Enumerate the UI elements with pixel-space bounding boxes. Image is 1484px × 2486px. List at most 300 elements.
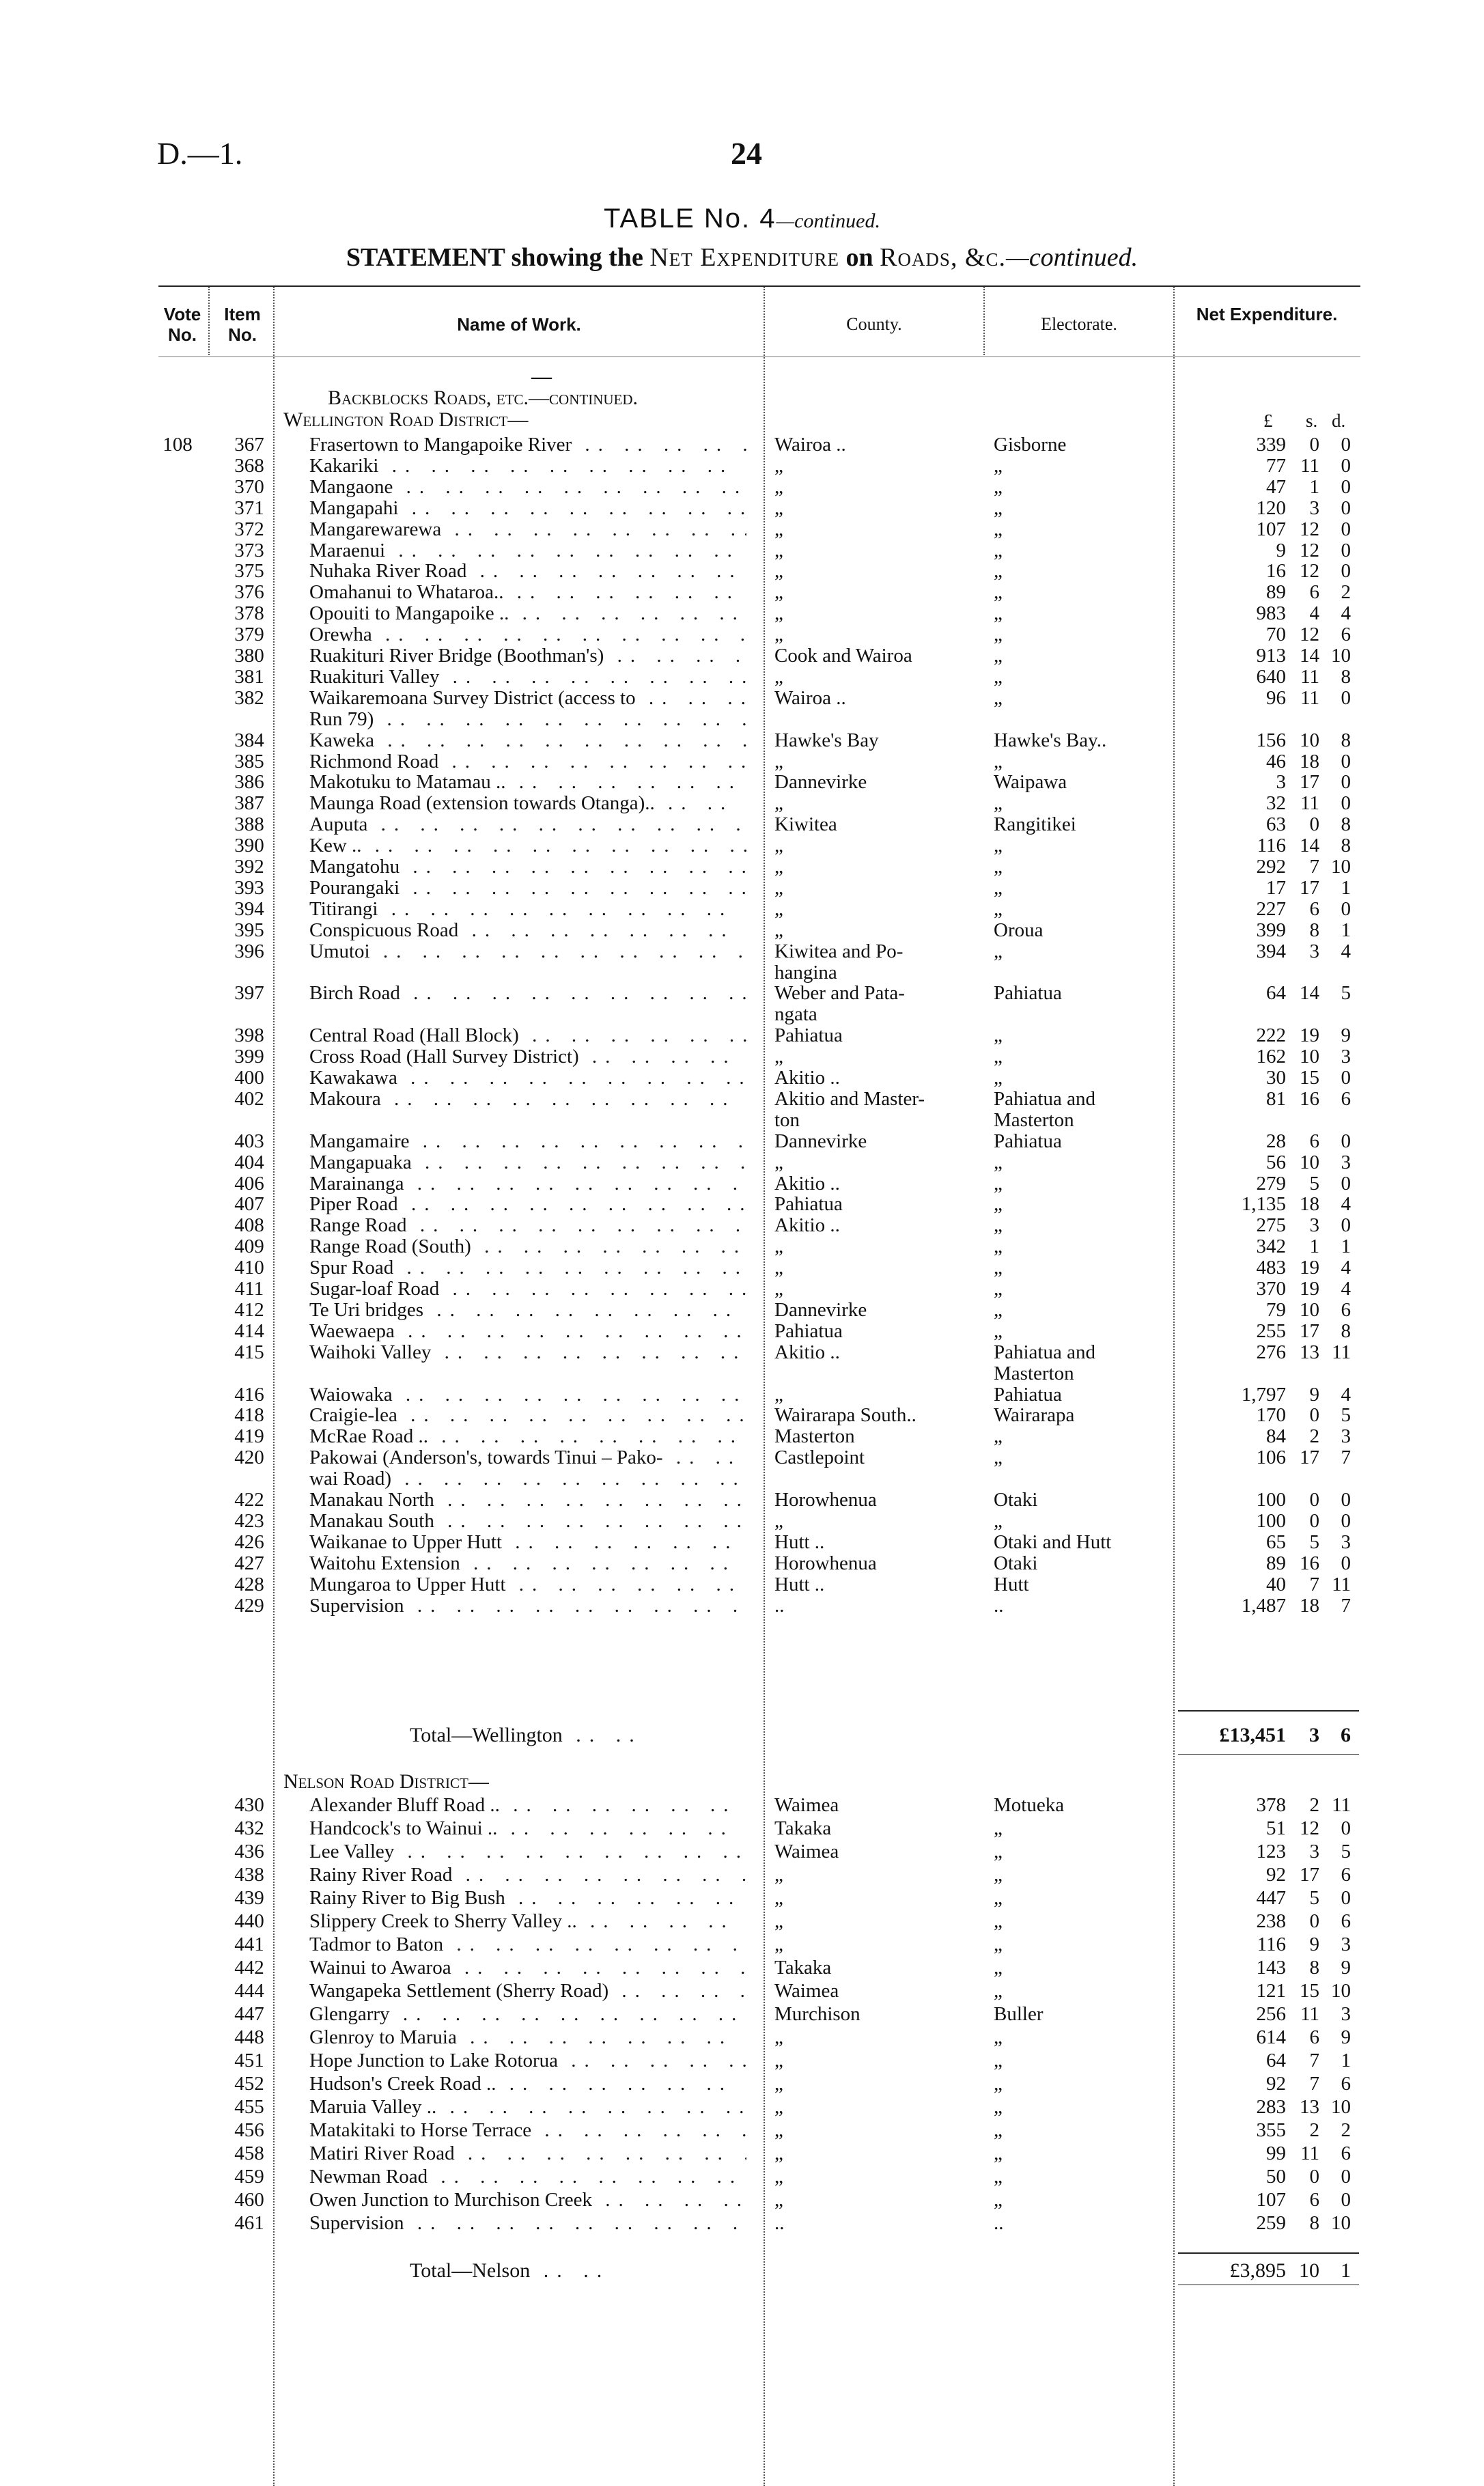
work-name: Kakariki .. ..: [309, 454, 746, 477]
shillings-cell: 7: [1309, 1573, 1319, 1595]
shillings-cell: 3: [1309, 497, 1319, 519]
pounds-cell: 16: [1266, 560, 1286, 583]
county-cell: „: [774, 560, 783, 583]
shillings-cell: 19: [1300, 1024, 1319, 1047]
shillings-cell: 0: [1309, 1910, 1319, 1932]
county-cell: „: [774, 1933, 783, 1955]
shillings-cell: 10: [1300, 1046, 1319, 1068]
table-row: [0, 2026, 1484, 2050]
wellington-total-underline: [1178, 1754, 1359, 1755]
pence-cell: 6: [1341, 624, 1351, 646]
pence-cell: 3: [1341, 1933, 1351, 1955]
pounds-cell: 1,487: [1241, 1594, 1286, 1617]
work-name: Rainy River to Big Bush .. ..: [309, 1886, 746, 1910]
work-name: Umutoi .. ..: [309, 940, 746, 963]
nelson-total-rule: [1178, 2252, 1359, 2254]
pence-cell: 8: [1341, 1319, 1351, 1342]
shillings-cell: 12: [1300, 518, 1319, 540]
page-number: 24: [731, 136, 762, 171]
pence-cell: 2: [1341, 2119, 1351, 2141]
county-cell: Pahiatua: [774, 1319, 843, 1342]
table-row: [0, 2165, 1484, 2190]
work-name: Wainui to Awaroa .. ..: [309, 1956, 746, 1979]
item-number: 423: [234, 1509, 264, 1532]
item-number: 432: [234, 1817, 264, 1839]
pence-cell: 0: [1341, 454, 1351, 477]
electorate-cell: „: [994, 1841, 1003, 1862]
work-name: Mungaroa to Upper Hutt .. ..: [309, 1573, 746, 1596]
total-nelson-row: [0, 2259, 1484, 2284]
item-number: 387: [234, 792, 264, 815]
pounds-cell: 30: [1266, 1067, 1286, 1089]
table-row: [0, 2049, 1484, 2073]
electorate-cell: „: [994, 750, 1003, 772]
pence-cell: 0: [1341, 518, 1351, 540]
item-number: 392: [234, 856, 264, 878]
pence-cell: 1: [1341, 919, 1351, 941]
county-cell: „: [774, 1046, 783, 1068]
electorate-cell: „: [994, 665, 1003, 688]
item-number: 396: [234, 940, 264, 962]
total-pounds: £3,895: [1229, 2259, 1286, 2282]
electorate-cell: „: [994, 645, 1003, 667]
pence-cell: 4: [1341, 1193, 1351, 1216]
work-name: Orewha .. ..: [309, 623, 746, 646]
county-cell: Wairarapa South..: [774, 1404, 916, 1427]
work-name: Piper Road .. ..: [309, 1192, 746, 1216]
shillings-cell: 18: [1300, 1193, 1319, 1216]
electorate-cell: „: [994, 1067, 1003, 1089]
shillings-cell: 8: [1309, 1957, 1319, 1979]
county-cell: Akitio ..: [774, 1067, 840, 1089]
pence-cell: 0: [1341, 497, 1351, 519]
work-name: Manakau South .. ..: [309, 1509, 746, 1533]
pence-cell: 0: [1341, 771, 1351, 794]
work-name: Birch Road .. ..: [309, 981, 746, 1005]
item-number: 428: [234, 1573, 264, 1595]
electorate-cell: „: [994, 897, 1003, 920]
pence-cell: 0: [1341, 2189, 1351, 2211]
table-row: [0, 1979, 1484, 2004]
total-pence: 6: [1341, 1724, 1351, 1746]
county-cell: „: [774, 1910, 783, 1932]
pounds-cell: 162: [1256, 1046, 1286, 1068]
pence-cell: 4: [1341, 940, 1351, 962]
shillings-cell: 5: [1309, 1172, 1319, 1195]
pence-cell: 0: [1341, 750, 1351, 772]
pence-cell: 8: [1341, 835, 1351, 857]
shillings-cell: 0: [1309, 2166, 1319, 2188]
pounds-cell: 47: [1266, 475, 1286, 498]
pounds-cell: 100: [1256, 1509, 1286, 1532]
item-number: 408: [234, 1214, 264, 1237]
pounds-cell: 355: [1256, 2119, 1286, 2141]
shillings-cell: 8: [1309, 919, 1319, 941]
county-cell: „: [774, 665, 783, 688]
shillings-cell: 15: [1300, 1980, 1319, 2002]
shillings-cell: 10: [1300, 1298, 1319, 1321]
item-number: 367: [234, 434, 264, 456]
item-number: 458: [234, 2142, 264, 2164]
pence-cell: 9: [1341, 1957, 1351, 1979]
county-cell: Horowhenua: [774, 1552, 877, 1574]
pounds-cell: 120: [1256, 497, 1286, 519]
column-header-county: County.: [846, 314, 902, 334]
item-number: 444: [234, 1980, 264, 2002]
work-name: Cross Road (Hall Survey District) .. ..: [309, 1045, 746, 1068]
electorate-cell: „: [994, 1214, 1003, 1237]
county-cell: Dannevirke: [774, 1130, 867, 1152]
section-backblocks: Backblocks Roads, etc.—continued.: [328, 387, 639, 409]
electorate-cell: „: [994, 602, 1003, 625]
work-name: Titirangi .. ..: [309, 897, 746, 921]
pence-cell: 0: [1341, 1067, 1351, 1089]
table-row: [0, 1817, 1484, 1841]
county-cell: Akitio ..: [774, 1341, 840, 1363]
work-name: Ruakituri Valley .. ..: [309, 665, 746, 688]
work-name: Waiowaka .. ..: [309, 1383, 746, 1406]
pounds-cell: 983: [1256, 602, 1286, 625]
electorate-cell: „: [994, 1235, 1003, 1258]
table-row: [0, 1840, 1484, 1864]
work-name: Manakau North .. ..: [309, 1488, 746, 1511]
county-cell: „: [774, 2142, 783, 2164]
pounds-cell: 107: [1256, 2189, 1286, 2211]
item-number: 398: [234, 1024, 264, 1047]
pence-cell: 0: [1341, 2166, 1351, 2188]
county-cell: „: [774, 2026, 783, 2048]
pounds-cell: 3: [1276, 771, 1286, 794]
county-cell: „: [774, 2189, 783, 2211]
pence-cell: 8: [1341, 729, 1351, 751]
electorate-cell: ..: [994, 1594, 1004, 1617]
county-cell: Hutt ..: [774, 1531, 825, 1553]
item-number: 447: [234, 2003, 264, 2025]
pounds-cell: 1,797: [1241, 1383, 1286, 1406]
item-number: 380: [234, 645, 264, 667]
column-header-electorate: Electorate.: [1041, 314, 1117, 334]
work-name: Glenroy to Maruia .. ..: [309, 2026, 746, 2049]
electorate-cell: „: [994, 1509, 1003, 1532]
item-number: 400: [234, 1067, 264, 1089]
electorate-cell: „: [994, 624, 1003, 646]
pounds-cell: 9: [1276, 539, 1286, 561]
shillings-cell: 17: [1300, 1319, 1319, 1342]
item-number: 373: [234, 539, 264, 561]
work-name: Pakowai (Anderson's, towards Tinui – Pako- .. ..: [309, 1446, 746, 1469]
work-name: Range Road .. ..: [309, 1214, 746, 1237]
pence-cell: 3: [1341, 1531, 1351, 1553]
county-cell: Kiwitea and Po-: [774, 940, 904, 962]
pence-cell: 0: [1341, 434, 1351, 456]
pounds-cell: 100: [1256, 1489, 1286, 1511]
item-number: 412: [234, 1298, 264, 1321]
electorate-cell: Waipawa: [994, 771, 1067, 794]
county-cell: „: [774, 1509, 783, 1532]
county-cell: „: [774, 792, 783, 815]
table-row: [0, 1956, 1484, 1981]
pounds-cell: 107: [1256, 518, 1286, 540]
work-name: Pourangaki .. ..: [309, 876, 746, 899]
money-head-shilling: s.: [1306, 410, 1318, 431]
pence-cell: 11: [1332, 1341, 1351, 1363]
county-cell: Waimea: [774, 1794, 839, 1816]
work-name: Ruakituri River Bridge (Boothman's) .. ..: [309, 644, 746, 667]
table-title-suffix: —continued.: [776, 210, 880, 232]
item-number: 390: [234, 835, 264, 857]
electorate-cell: „: [994, 2142, 1003, 2164]
pence-cell: 10: [1331, 1980, 1351, 2002]
pence-cell: 6: [1341, 1087, 1351, 1110]
pounds-cell: 238: [1256, 1910, 1286, 1932]
item-number: 382: [234, 686, 264, 709]
column-header-vote: Vote No.: [163, 304, 201, 345]
table-row: [0, 2002, 1484, 2027]
pounds-cell: 399: [1256, 919, 1286, 941]
table-row: [0, 2188, 1484, 2213]
item-number: 430: [234, 1794, 264, 1816]
county-cell: ngata: [774, 1003, 817, 1026]
column-header-item: Item No.: [224, 304, 261, 345]
shillings-cell: 8: [1309, 2212, 1319, 2234]
item-number: 381: [234, 665, 264, 688]
pounds-cell: 96: [1266, 686, 1286, 709]
pence-cell: 0: [1341, 539, 1351, 561]
electorate-cell: Wairarapa: [994, 1404, 1075, 1427]
total-pence: 1: [1341, 2259, 1351, 2282]
pence-cell: 6: [1341, 2073, 1351, 2095]
total-shillings: 3: [1309, 1724, 1319, 1746]
table-row: [0, 2211, 1484, 2236]
pounds-cell: 227: [1256, 897, 1286, 920]
pence-cell: 6: [1341, 1298, 1351, 1321]
shillings-cell: 3: [1309, 1214, 1319, 1237]
work-name: Newman Road .. ..: [309, 2165, 746, 2188]
pence-cell: 9: [1341, 2026, 1351, 2048]
electorate-cell: „: [994, 792, 1003, 815]
shillings-cell: 7: [1309, 2050, 1319, 2071]
shillings-cell: 13: [1300, 2096, 1319, 2118]
item-number: 395: [234, 919, 264, 941]
item-number: 429: [234, 1594, 264, 1617]
electorate-cell: „: [994, 2073, 1003, 2095]
pence-cell: 10: [1331, 856, 1351, 878]
work-name: Conspicuous Road .. ..: [309, 919, 746, 942]
item-number: 461: [234, 2212, 264, 2234]
item-number: 452: [234, 2073, 264, 2095]
pence-cell: 11: [1332, 1794, 1351, 1816]
work-name: Auputa .. ..: [309, 813, 746, 836]
pounds-cell: 92: [1266, 2073, 1286, 2095]
heading-dash: —: [531, 365, 552, 388]
statement-mid: on: [845, 243, 873, 272]
item-number: 397: [234, 982, 264, 1005]
county-cell: ton: [774, 1108, 800, 1131]
table-row: [0, 2095, 1484, 2120]
work-name: Glengarry .. ..: [309, 2002, 746, 2026]
pence-cell: 3: [1341, 1425, 1351, 1448]
shillings-cell: 2: [1309, 1425, 1319, 1448]
item-number: 441: [234, 1933, 264, 1955]
shillings-cell: 3: [1309, 940, 1319, 962]
electorate-cell: „: [994, 1319, 1003, 1342]
pence-cell: 4: [1341, 602, 1351, 625]
county-cell: Pahiatua: [774, 1193, 843, 1216]
statement-caps2: Roads, &c.: [880, 243, 1007, 272]
pence-cell: 3: [1341, 1151, 1351, 1173]
pounds-cell: 255: [1256, 1319, 1286, 1342]
county-cell: Hutt ..: [774, 1573, 825, 1595]
work-name: Mangaone .. ..: [309, 475, 746, 499]
pounds-cell: 279: [1256, 1172, 1286, 1195]
shillings-cell: 11: [1300, 665, 1319, 688]
work-name: Marainanga .. ..: [309, 1172, 746, 1195]
electorate-cell: „: [994, 1046, 1003, 1068]
statement-caps: Net Expenditure: [649, 243, 839, 272]
pence-cell: 6: [1341, 1910, 1351, 1932]
work-name: Owen Junction to Murchison Creek .. ..: [309, 2188, 746, 2211]
shillings-cell: 14: [1300, 645, 1319, 667]
electorate-cell: Masterton: [994, 1362, 1074, 1384]
pounds-cell: 81: [1266, 1087, 1286, 1110]
item-number: 448: [234, 2026, 264, 2048]
item-number: 459: [234, 2166, 264, 2188]
electorate-cell: „: [994, 1980, 1003, 2002]
electorate-cell: „: [994, 581, 1003, 604]
pence-cell: 10: [1331, 2096, 1351, 2118]
pence-cell: 0: [1341, 1130, 1351, 1152]
electorate-cell: „: [994, 1024, 1003, 1047]
electorate-cell: Pahiatua: [994, 1130, 1062, 1152]
county-cell: „: [774, 897, 783, 920]
pounds-cell: 275: [1256, 1214, 1286, 1237]
electorate-cell: Buller: [994, 2003, 1044, 2025]
work-name: Maraenui .. ..: [309, 539, 746, 562]
shillings-cell: 19: [1300, 1278, 1319, 1300]
statement-title: [0, 242, 1484, 273]
work-name: Kew .. .. ..: [309, 834, 746, 857]
item-number: 414: [234, 1319, 264, 1342]
pence-cell: 9: [1341, 1024, 1351, 1047]
pence-cell: 3: [1341, 1046, 1351, 1068]
item-number: 439: [234, 1887, 264, 1909]
pounds-cell: 170: [1256, 1404, 1286, 1427]
pence-cell: 6: [1341, 1864, 1351, 1886]
county-cell: „: [774, 624, 783, 646]
pounds-cell: 50: [1266, 2166, 1286, 2188]
county-cell: Castlepoint: [774, 1447, 865, 1469]
electorate-cell: „: [994, 475, 1003, 498]
shillings-cell: 2: [1309, 1794, 1319, 1816]
pence-cell: 1: [1341, 1235, 1351, 1258]
county-cell: „: [774, 497, 783, 519]
electorate-cell: „: [994, 2189, 1003, 2211]
work-name: Makotuku to Matamau .. .. ..: [309, 770, 746, 794]
shillings-cell: 16: [1300, 1552, 1319, 1574]
pounds-cell: 79: [1266, 1298, 1286, 1321]
pounds-cell: 394: [1256, 940, 1286, 962]
shillings-cell: 4: [1309, 602, 1319, 625]
electorate-cell: Otaki: [994, 1552, 1038, 1574]
pounds-cell: 70: [1266, 624, 1286, 646]
pounds-cell: 116: [1257, 835, 1286, 857]
shillings-cell: 6: [1309, 2026, 1319, 2048]
work-name: Mangapahi .. ..: [309, 497, 746, 520]
pence-cell: 4: [1341, 1278, 1351, 1300]
work-name: Rainy River Road .. ..: [309, 1863, 746, 1886]
table-row: [0, 1910, 1484, 1934]
pence-cell: 5: [1341, 1404, 1351, 1427]
county-cell: Dannevirke: [774, 1298, 867, 1321]
work-name: Mangamaire .. ..: [309, 1130, 746, 1153]
shillings-cell: 1: [1309, 1235, 1319, 1258]
pounds-cell: 342: [1256, 1235, 1286, 1258]
shillings-cell: 14: [1300, 982, 1319, 1005]
pounds-cell: 1,135: [1241, 1193, 1286, 1216]
column-divider-county: [983, 287, 985, 355]
electorate-cell: „: [994, 518, 1003, 540]
shillings-cell: 12: [1300, 539, 1319, 561]
item-number: 427: [234, 1552, 264, 1574]
shillings-cell: 0: [1309, 813, 1319, 836]
pounds-cell: 640: [1256, 665, 1286, 688]
column-header-net: Net Expenditure.: [1196, 304, 1338, 324]
item-number: 378: [234, 602, 264, 625]
county-cell: Murchison: [774, 2003, 860, 2025]
electorate-cell: „: [994, 539, 1003, 561]
electorate-cell: „: [994, 1172, 1003, 1195]
county-cell: „: [774, 750, 783, 772]
electorate-cell: Masterton: [994, 1108, 1074, 1131]
item-number: 388: [234, 813, 264, 836]
pence-cell: 8: [1341, 665, 1351, 688]
item-number: 409: [234, 1235, 264, 1258]
pounds-cell: 106: [1256, 1447, 1286, 1469]
county-cell: Takaka: [774, 1817, 832, 1839]
item-number: 455: [234, 2096, 264, 2118]
work-name: Slippery Creek to Sherry Valley .. .. ..: [309, 1910, 746, 1933]
pounds-cell: 64: [1266, 982, 1286, 1005]
pence-cell: 2: [1341, 581, 1351, 604]
pounds-cell: 378: [1256, 1794, 1286, 1816]
shillings-cell: 6: [1309, 581, 1319, 604]
shillings-cell: 10: [1300, 1151, 1319, 1173]
shillings-cell: 10: [1300, 729, 1319, 751]
county-cell: „: [774, 454, 783, 477]
total-shillings: 10: [1299, 2259, 1319, 2282]
electorate-cell: Pahiatua and: [994, 1087, 1095, 1110]
money-head-pence: d.: [1332, 410, 1346, 431]
table-top-rule: [158, 285, 1360, 287]
work-name: Wangapeka Settlement (Sherry Road) .. ..: [309, 1979, 746, 2002]
table-row: [0, 1886, 1484, 1911]
county-cell: ..: [774, 1594, 785, 1617]
county-cell: „: [774, 581, 783, 604]
electorate-cell: „: [994, 2166, 1003, 2188]
pounds-cell: 143: [1256, 1957, 1286, 1979]
electorate-cell: „: [994, 686, 1003, 709]
work-name: wai Road) .. ..: [309, 1467, 746, 1490]
county-cell: „: [774, 1864, 783, 1886]
statement-lead: STATEMENT showing the: [346, 243, 643, 272]
county-cell: Akitio ..: [774, 1214, 840, 1237]
table-row: [0, 2119, 1484, 2143]
vote-cell: 108: [163, 434, 193, 456]
shillings-cell: 0: [1309, 434, 1319, 456]
item-number: 420: [234, 1447, 264, 1469]
pence-cell: 0: [1341, 897, 1351, 920]
pence-cell: 0: [1341, 475, 1351, 498]
